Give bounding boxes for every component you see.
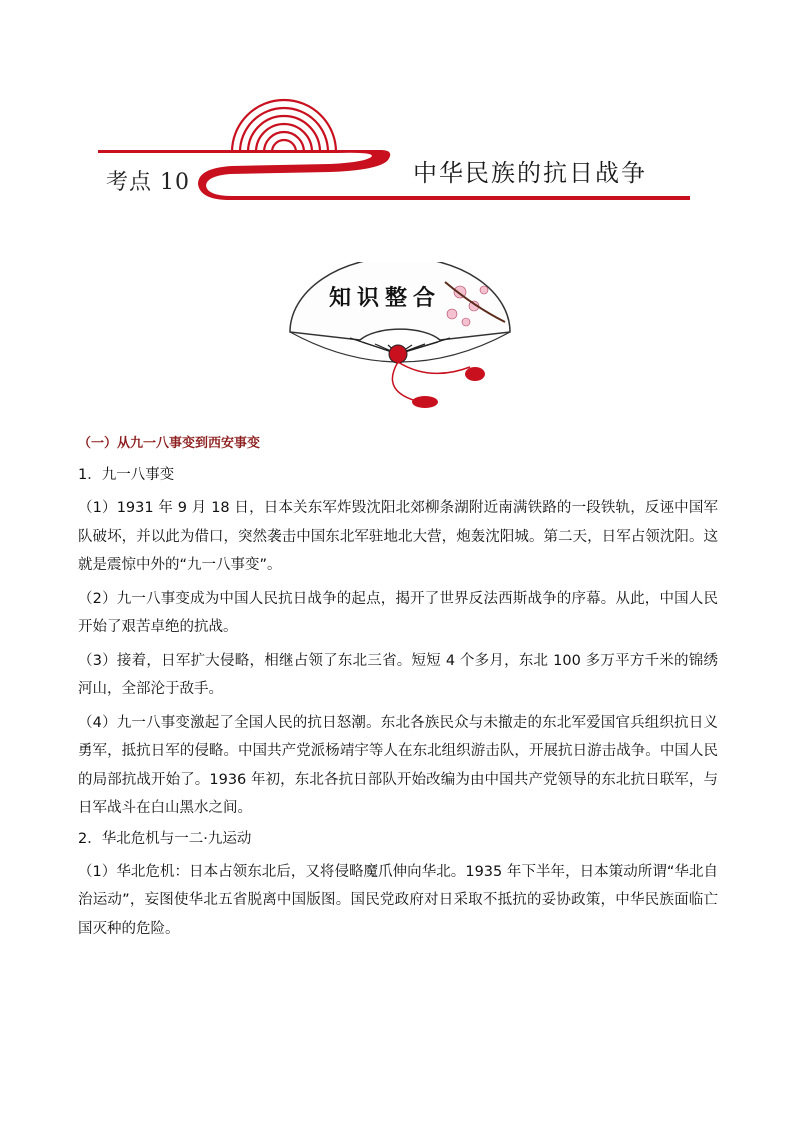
concentric-arcs-icon <box>232 100 336 152</box>
paragraph: （1）1931 年 9 月 18 日，日本关东军炸毁沈阳北郊柳条湖附近南满铁路的一段铁轨，反诬中国军队破坏，并以此为借口，突然袭击中国东北军驻地北大营，炮轰沈阳城。第二天，日军占领沈阳。这就是震惊中外的“九一八事变”。 <box>78 500 718 573</box>
subsection-title: 1．九一八事变 <box>78 467 175 483</box>
subsection <box>78 464 718 823</box>
document-body <box>78 432 718 948</box>
subsection-title: 2．华北危机与一二·九运动 <box>78 830 252 847</box>
paragraph: （4）九一八事变激起了全国人民的抗日怒潮。东北各族民众与未撤走的东北军爱国官兵组织抗日义勇军，抵抗日军的侵略。中国共产党派杨靖宇等人在东北组织游击队，开展抗日游击战争。中国人民的局部抗战开始了。1936 年初，东北各抗日部队开始改编为由中国共产党领导的东北抗日联军，与日军战斗在白山黑水之间。 <box>78 714 718 816</box>
topic-header <box>0 0 794 215</box>
badge-title: 知识整合 <box>329 285 442 311</box>
paragraph: （2）九一八事变成为中国人民抗日战争的起点，揭开了世界反法西斯战争的序幕。从此，中国人民开始了艰苦卓绝的抗战。 <box>78 590 718 635</box>
subsection <box>78 828 718 944</box>
paragraph: （3）接着，日军扩大侵略，相继占领了东北三省。短短 4 个多月，东北 100 多万平方千米的锦绣河山，全部沦于敌手。 <box>78 652 718 697</box>
topic-title: 中华民族的抗日战争 <box>413 159 647 187</box>
header-top-line <box>98 150 338 153</box>
paragraph: （1）华北危机：日本占领东北后，又将侵略魔爪伸向华北。1935 年下半年，日本策动所谓“华北自治运动”，妄图使华北五省脱离中国版图。国民党政府对日采取不抵抗的妥协政策，中华民族面临亡国灭种的危险。 <box>78 863 718 937</box>
topic-label: 考点 10 <box>106 170 190 195</box>
section-heading: （一）从九一八事变到西安事变 <box>78 436 261 451</box>
